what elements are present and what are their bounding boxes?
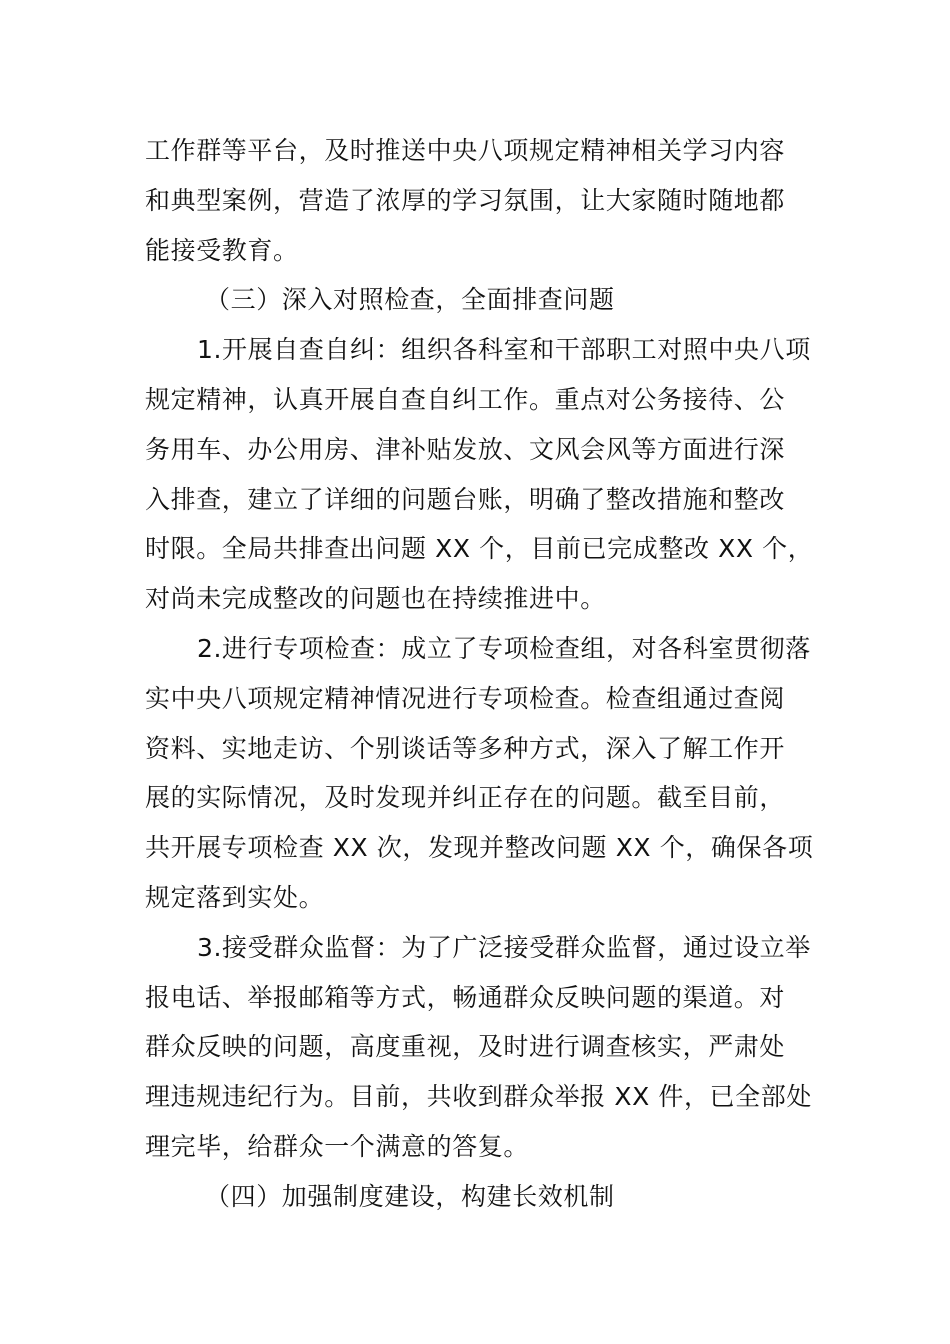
text-line: 对尚未完成整改的问题也在持续推进中。 [145, 584, 606, 614]
section-heading-3: （三）深入对照检查，全面排查问题 [205, 285, 615, 315]
text-line: 群众反映的问题，高度重视，及时进行调查核实，严肃处 [145, 1032, 786, 1062]
text-line: 时限。全局共排查出问题 XX 个，目前已完成整改 XX 个， [145, 534, 814, 564]
document-body [145, 126, 814, 1222]
text-line: 和典型案例，营造了浓厚的学习氛围，让大家随时随地都 [145, 185, 786, 215]
text-line: 规定落到实处。 [145, 882, 325, 912]
text-line: 能接受教育。 [145, 235, 299, 265]
paragraph-2-start: 2.进行专项检查：成立了专项检查组，对各科室贯彻落 [197, 633, 811, 663]
text-line: 资料、实地走访、个别谈话等多种方式，深入了解工作开 [145, 733, 786, 763]
paragraph-1-start: 1.开展自查自纠：组织各科室和干部职工对照中央八项 [197, 335, 811, 365]
text-line: 报电话、举报邮箱等方式，畅通群众反映问题的渠道。对 [145, 982, 786, 1012]
text-line: 理完毕，给群众一个满意的答复。 [145, 1131, 530, 1161]
text-line: 务用车、办公用房、津补贴发放、文风会风等方面进行深 [145, 434, 786, 464]
text-line: 规定精神，认真开展自查自纠工作。重点对公务接待、公 [145, 384, 786, 414]
paragraph-3-start: 3.接受群众监督：为了广泛接受群众监督，通过设立举 [197, 932, 811, 962]
text-line: 理违规违纪行为。目前，共收到群众举报 XX 件，已全部处 [145, 1082, 812, 1112]
section-heading-4: （四）加强制度建设，构建长效机制 [205, 1181, 615, 1211]
text-line: 共开展专项检查 XX 次，发现并整改问题 XX 个，确保各项 [145, 833, 814, 863]
text-line: 实中央八项规定精神情况进行专项检查。检查组通过查阅 [145, 683, 786, 713]
text-line: 工作群等平台，及时推送中央八项规定精神相关学习内容 [145, 136, 786, 165]
text-line: 展的实际情况，及时发现并纠正存在的问题。截至目前， [145, 783, 786, 813]
text-line: 入排查，建立了详细的问题台账，明确了整改措施和整改 [145, 484, 786, 514]
